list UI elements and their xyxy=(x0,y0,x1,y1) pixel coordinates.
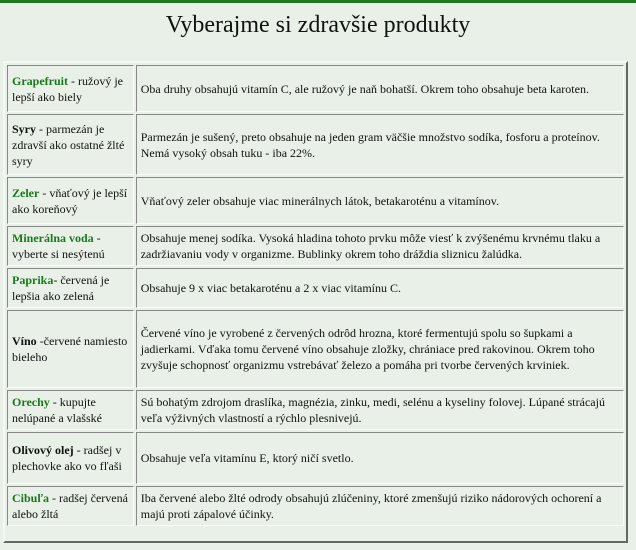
product-description: Oba druhy obsahujú vitamín C, ale ružový je naň bohatší. Okrem toho obsahuje beta karoten. xyxy=(136,65,624,112)
product-name-cell xyxy=(7,114,134,175)
product-description: Sú bohatým zdrojom draslíka, magnézia, zinku, medi, selénu a kyseliny folovej. Lúpané strácajú veľa výživných vlastností a rýchlo plesnivejú. xyxy=(136,390,624,430)
product-name-cell xyxy=(7,486,134,526)
product-name-cell xyxy=(7,177,134,224)
product-description: Parmezán je sušený, preto obsahuje na jeden gram väčšie množstvo sodíka, fosforu a proteínov. Nemá vysoký obsah tuku - iba 22%. xyxy=(136,114,624,175)
product-note: - kupujte nelúpané a vlašské xyxy=(12,395,102,425)
table-row xyxy=(7,114,624,175)
product-name-cell xyxy=(7,390,134,430)
table-row xyxy=(7,226,624,266)
product-name-cell xyxy=(7,432,134,484)
product-description: Červené víno je vyrobené z červených odrôd hrozna, ktoré fermentujú spolu so šupkami a jadierkami. Vďaka tomu červené víno obsahuje zložky, chrániace pred rakovinou. Okrem toho zvyšuje schopnosť organizmu vstrebávať železo a pomáha pri tvorbe červených krviniek. xyxy=(136,310,624,388)
product-name: Grapefruit xyxy=(12,73,68,88)
table-row xyxy=(7,310,624,388)
table-row xyxy=(7,177,624,224)
table-row xyxy=(7,390,624,430)
product-note: - červená je lepšia ako zelená xyxy=(12,273,110,303)
product-name: Cibuľa xyxy=(12,491,49,505)
product-name-cell xyxy=(7,65,134,112)
product-name-cell xyxy=(7,310,134,388)
table-row xyxy=(7,432,624,484)
product-note: -červené namiesto bieleho xyxy=(12,334,128,364)
product-description: Iba červené alebo žlté odrody obsahujú zlúčeniny, ktoré zmenšujú riziko nádorových ochorení a majú proti zápalové účinky. xyxy=(136,486,624,526)
products-table xyxy=(5,63,626,528)
product-name: Víno xyxy=(12,334,37,348)
product-description: Obsahuje menej sodíka. Vysoká hladina tohoto prvku môže viesť k zvýšenému krvnému tlaku a zadržiavaniu vody v organizme. Bublinky okrem toho dráždia sliznicu žalúdka. xyxy=(136,226,624,266)
product-name: Syry xyxy=(12,121,36,136)
product-note: - radšej v plechovke ako vo fľaši xyxy=(12,443,122,473)
product-description: Obsahuje veľa vitamínu E, ktorý ničí svetlo. xyxy=(136,432,624,484)
product-name: Minerálna voda xyxy=(12,231,94,245)
product-name-cell xyxy=(7,226,134,266)
product-note: - radšej červená alebo žltá xyxy=(12,491,128,521)
table-row xyxy=(7,486,624,526)
product-name-cell xyxy=(7,268,134,308)
page-title: Vyberajme si zdravšie produkty xyxy=(165,12,471,38)
product-note: - ružový je lepší ako biely xyxy=(12,73,123,104)
top-accent-bar xyxy=(0,0,636,3)
product-name: Paprika xyxy=(12,273,54,287)
product-name: Olivový olej xyxy=(12,443,74,457)
table-row xyxy=(7,268,624,308)
product-note: - vyberte si nesýtenú xyxy=(12,231,105,261)
product-note: - parmezán je zdravší ako ostatné žlté syry xyxy=(12,121,125,168)
table-row xyxy=(7,65,624,112)
product-name: Orechy xyxy=(12,395,50,409)
product-note: - vňaťový je lepší ako koreňový xyxy=(12,185,128,216)
product-name: Zeler xyxy=(12,185,40,200)
product-description: Vňaťový zeler obsahuje viac minerálnych látok, betakaroténu a vitamínov. xyxy=(136,177,624,224)
product-description: Obsahuje 9 x viac betakaroténu a 2 x viac vitamínu C. xyxy=(136,268,624,308)
